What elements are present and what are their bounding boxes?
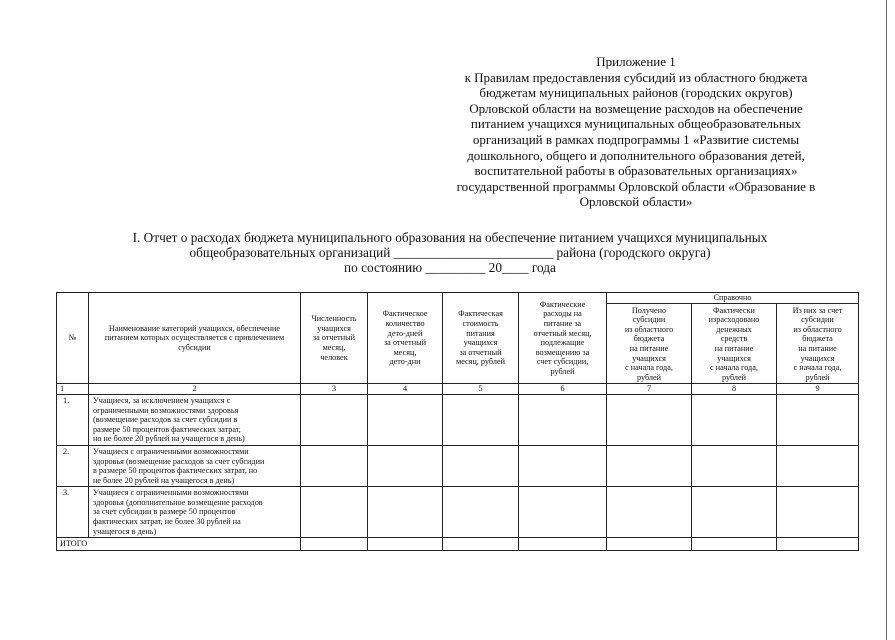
appendix-line: бюджетам муниципальных районов (городских округов)	[479, 85, 793, 101]
column-number: 4	[368, 384, 443, 395]
table-cell	[607, 445, 692, 486]
appendix-line: Приложение 1	[596, 54, 676, 69]
column-number: 7	[607, 384, 692, 395]
column-number: 6	[519, 384, 607, 395]
row-number: 3.	[57, 487, 89, 538]
row-number: 1.	[57, 394, 89, 445]
table-cell	[607, 394, 692, 445]
table-cell	[777, 394, 859, 445]
table-cell	[607, 538, 692, 551]
column-number: 5	[443, 384, 519, 395]
row-category: Учащиеся с ограниченными возможностями здоровья (возмещение расходов за счет субсидии в размере 50 процентов фактических затрат, но не более 20 рублей на учащегося в день)	[89, 445, 301, 486]
appendix-line: воспитательной работы в образовательных организациях»	[474, 163, 798, 179]
column-number: 1	[57, 384, 89, 395]
appendix-line: дошкольного, общего и дополнительного образования детей,	[467, 147, 805, 163]
table-cell	[443, 487, 519, 538]
appendix-line: Орловской области»	[579, 194, 693, 210]
table-row	[57, 394, 859, 445]
table-cell	[301, 394, 368, 445]
table-cell	[519, 445, 607, 486]
appendix-header	[420, 54, 852, 210]
appendix-line: питанием учащихся муниципальных общеобразовательных	[470, 116, 802, 132]
table-cell	[607, 487, 692, 538]
header-count: Численность учащихся за отчетный месяц, человек	[301, 293, 368, 384]
row-category: Учащиеся с ограниченными возможностями здоровья (дополнительное возмещение расходов за счет субсидии в размере 50 процентов фактических затрат, не более 30 рублей на учащегося в день)	[89, 487, 301, 538]
header-spent: Фактически израсходовано денежных средств на питание учащихся с начала года, рублей	[692, 303, 777, 384]
report-title-line: I. Отчет о расходах бюджета муниципального образования на обеспечение питанием учащихся муниципальных	[132, 230, 768, 245]
table-cell	[301, 487, 368, 538]
column-number: 3	[301, 384, 368, 395]
table-cell	[777, 538, 859, 551]
header-received: Получено субсидии из областного бюджета на питание учащихся с начала года, рублей	[607, 303, 692, 384]
total-label: ИТОГО	[57, 538, 301, 551]
header-row	[57, 293, 859, 304]
header-category: Наименование категорий учащихся, обеспечение питанием которых осуществляется с привлечением субсидии	[89, 293, 301, 384]
table-cell	[301, 538, 368, 551]
report-date-line: по состоянию _________ 20____ года	[344, 260, 556, 276]
report-table	[56, 292, 859, 551]
appendix-line: государственной программы Орловской области «Образование в	[456, 178, 816, 194]
column-number-row	[57, 384, 859, 395]
appendix-line: Орловской области на возмещение расходов на обеспечение	[469, 100, 803, 116]
header-cost: Фактическая стоимость питания учащихся за отчетный месяц, рублей	[443, 293, 519, 384]
appendix-line: к Правилам предоставления субсидий из областного бюджета	[464, 69, 808, 85]
row-number: 2.	[57, 445, 89, 486]
table-cell	[368, 394, 443, 445]
row-category: Учащиеся, за исключением учащихся с ограниченными возможностями здоровья (возмещение расходов за счет субсидии в размере 50 процентов фактических затрат, но не более 20 рублей на учащегося в день)	[89, 394, 301, 445]
report-title-line: общеобразовательных организаций ________________________ района (городского округа)	[189, 245, 711, 261]
table-cell	[519, 538, 607, 551]
table-cell	[519, 487, 607, 538]
column-number: 8	[692, 384, 777, 395]
column-number: 9	[777, 384, 859, 395]
header-reference-group: Справочно	[607, 293, 859, 304]
table-cell	[368, 538, 443, 551]
appendix-line: организаций в рамках подпрограммы 1 «Развитие системы	[472, 131, 800, 147]
table-cell	[443, 538, 519, 551]
table-cell	[443, 445, 519, 486]
header-from-subsidy: Из них за счет субсидии из областного бюджета на питание учащихся с начала года, рублей	[777, 303, 859, 384]
table-cell	[692, 538, 777, 551]
table-cell	[368, 445, 443, 486]
report-title	[60, 230, 840, 276]
table-cell	[301, 445, 368, 486]
total-row	[57, 538, 859, 551]
table-cell	[692, 445, 777, 486]
table-cell	[777, 445, 859, 486]
header-days: Фактическое количество дето-дней за отчетный месяц, дето-дни	[368, 293, 443, 384]
page-edge-line	[886, 0, 887, 640]
table-cell	[519, 394, 607, 445]
table-cell	[443, 394, 519, 445]
table-cell	[368, 487, 443, 538]
column-number: 2	[89, 384, 301, 395]
table-cell	[692, 487, 777, 538]
header-no: №	[57, 293, 89, 384]
table-row	[57, 445, 859, 486]
table-row	[57, 487, 859, 538]
table-cell	[777, 487, 859, 538]
table-cell	[692, 394, 777, 445]
header-expenses: Фактические расходы на питание за отчетный месяц, подлежащие возмещению за счет субсидии, рублей	[519, 293, 607, 384]
